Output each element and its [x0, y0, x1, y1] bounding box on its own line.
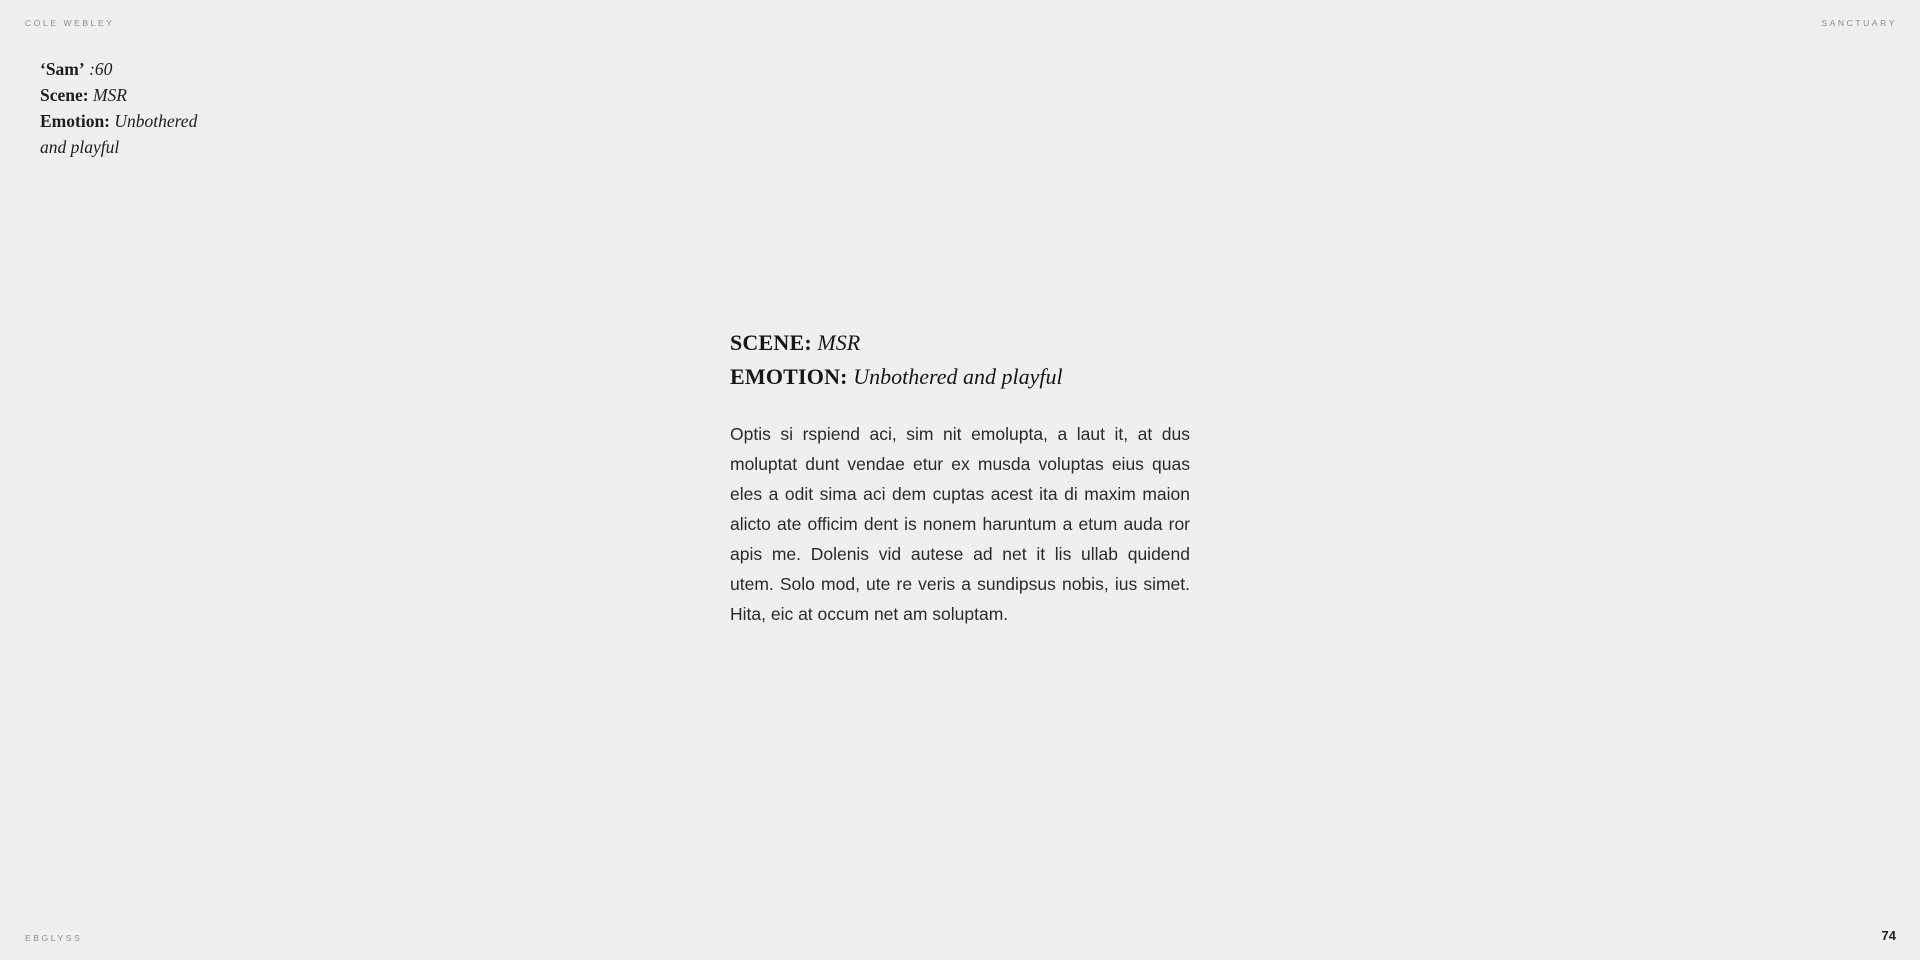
main-scene-label: SCENE:	[730, 330, 812, 355]
sidebar-note	[40, 56, 230, 160]
main-content	[730, 326, 1190, 647]
body-paragraph: Optis si rspiend aci, sim nit emolupta, a laut it, at dus moluptat dunt vendae etur ex musda voluptas eius quas eles a odit sima aci dem cuptas acest ita di maxim maion alicto ate officim dent is nonem haruntum a etum auda ror apis me. Dolenis vid autese ad net it lis ullab quidend utem. Solo mod, ute re veris a sundipsus nobis, ius simet. Hita, eic at occum net am soluptam.	[730, 424, 1190, 624]
emotion-value-continued: and playful	[40, 137, 120, 157]
emotion-line-continued	[40, 134, 230, 160]
scene-line	[40, 82, 230, 108]
page-number: 74	[1881, 928, 1896, 943]
main-scene-value: MSR	[817, 330, 861, 355]
emotion-label: Emotion:	[40, 111, 110, 131]
main-emotion-label: EMOTION:	[730, 364, 848, 389]
header-title: SANCTUARY	[1821, 18, 1897, 28]
main-emotion-value: Unbothered and playful	[853, 364, 1063, 389]
character-line	[40, 56, 230, 82]
emotion-value: Unbothered	[114, 111, 198, 131]
main-emotion-heading	[730, 360, 1190, 394]
character-name: ‘Sam’	[40, 59, 85, 79]
footer-label: EBGLYSS	[25, 933, 83, 943]
header-author: COLE WEBLEY	[25, 18, 115, 28]
emotion-line	[40, 108, 230, 134]
main-scene-heading	[730, 326, 1190, 360]
scene-label: Scene:	[40, 85, 89, 105]
character-duration: :60	[89, 59, 113, 79]
scene-value: MSR	[92, 85, 128, 105]
